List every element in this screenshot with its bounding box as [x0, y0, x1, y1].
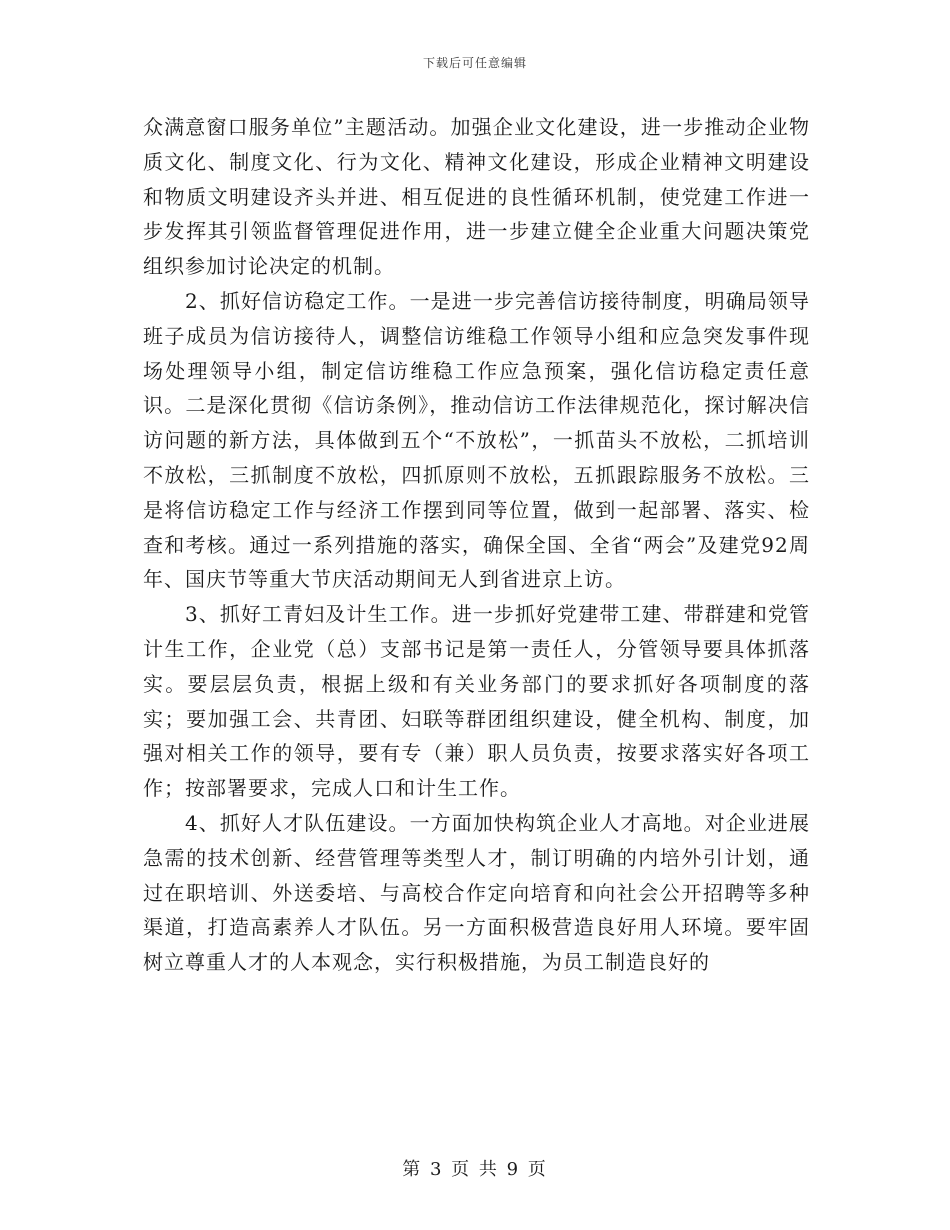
page-footer	[0, 1155, 950, 1181]
paragraph-1: 众满意窗口服务单位”主题活动。加强企业文化建设，进一步推动企业物质文化、制度文化、行为文化、精神文化建设，形成企业精神文明建设和物质文明建设齐头并进、相互促进的良性循环机制，使党建工作进一步发挥其引领监督管理促进作用，进一步建立健全企业重大问题决策党组织参加讨论决定的机制。	[143, 115, 810, 279]
footer-suffix: 页	[527, 1159, 548, 1180]
footer-current-page: 3	[429, 1159, 444, 1180]
footer-prefix: 第	[402, 1159, 423, 1180]
paragraph-4: 4、抓好人才队伍建设。一方面加快构筑企业人才高地。对企业进展急需的技术创新、经营管理等类型人才，制订明确的内培外引计划，通过在职培训、外送委培、与高校合作定向培育和向社会公开招聘等多种渠道，打造高素养人才队伍。另一方面积极营造良好用人环境。要牢固树立尊重人才的人本观念，实行积极措施，为员工制造良好的	[143, 810, 810, 975]
footer-middle: 页 共	[451, 1159, 499, 1180]
document-body	[143, 110, 810, 980]
paragraph-3: 3、抓好工青妇及计生工作。进一步抓好党建带工建、带群建和党管计生工作，企业党（总）支部书记是第一责任人，分管领导要具体抓落实。要层层负责，根据上级和有关业务部门的要求抓好各项制度的落实；要加强工会、共青团、妇联等群团组织建设，健全机构、制度，加强对相关工作的领导，要有专（兼）职人员负责，按要求落实好各项工作；按部署要求，完成人口和计生工作。	[143, 602, 810, 801]
paragraph-2: 2、抓好信访稳定工作。一是进一步完善信访接待制度，明确局领导班子成员为信访接待人，调整信访维稳工作领导小组和应急突发事件现场处理领导小组，制定信访维稳工作应急预案，强化信访稳定责任意识。二是深化贯彻《信访条例》，推动信访工作法律规范化，探讨解决信访问题的新方法，具体做到五个“不放松”，一抓苗头不放松，二抓培训不放松，三抓制度不放松，四抓原则不放松，五抓跟踪服务不放松。三是将信访稳定工作与经济工作摆到同等位置，做到一起部署、落实、检查和考核。通过一系列措施的落实，确保全国、全省“两会”及建党92周年、国庆节等重大节庆活动期间无人到省进京上访。	[143, 288, 810, 592]
footer-total-pages: 9	[506, 1159, 521, 1180]
page-header: 下载后可任意编辑	[422, 56, 527, 70]
